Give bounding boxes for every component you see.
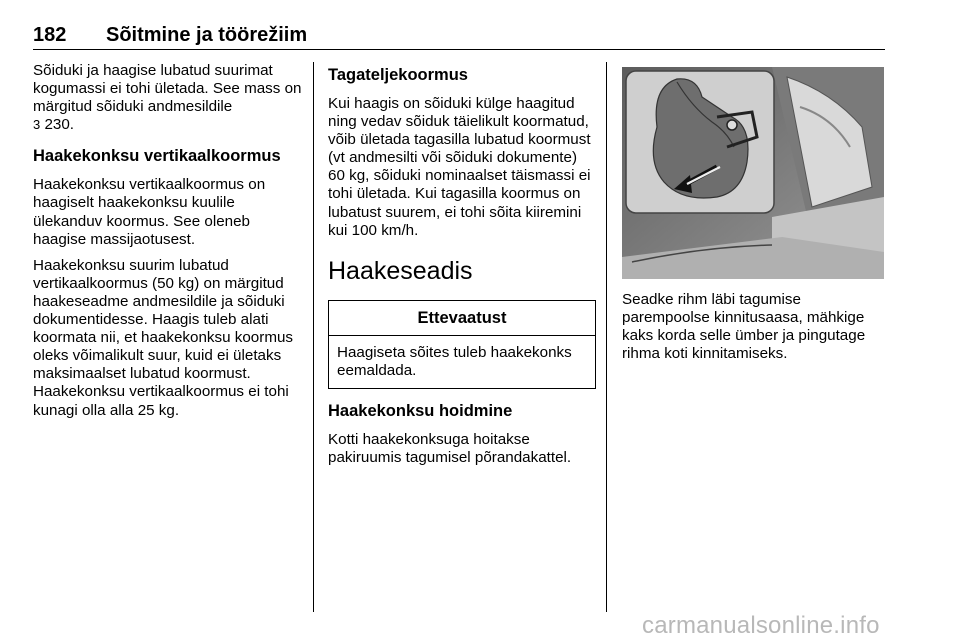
column-divider	[313, 62, 314, 612]
page-reference-icon[interactable]: 3	[33, 117, 41, 133]
column-divider	[606, 62, 607, 612]
column-right	[622, 62, 886, 371]
heading-towing-equipment: Haakeseadis	[328, 256, 473, 285]
heading-tow-hook-storage: Haakekonksu hoidmine	[328, 402, 513, 421]
paragraph-text: Sõiduki ja haagise lubatud suurimat kogumassi ei tohi ületada. See mass on märgitud sõiduki andmesildile	[33, 62, 302, 116]
section-title: Sõitmine ja töörežiim	[106, 24, 308, 46]
heading-vertical-load: Haakekonksu vertikaalkoormus	[33, 147, 281, 166]
header-rule	[33, 49, 885, 50]
paragraph	[33, 62, 305, 134]
tow-hook-bag-strap-illustration-icon	[622, 67, 884, 279]
paragraph: Haakekonksu vertikaalkoormus on haagiselt haakekonksu kuulile ülekanduv koormus. See oleneb haagise massijaotusest.	[33, 176, 266, 248]
caution-text: Haagiseta sõites tuleb haakekonks eemaldada.	[337, 343, 572, 379]
paragraph: Kui haagis on sõiduki külge haagitud ning vedav sõiduk täielikult koormatud, võib ületada tagasilla lubatud koormust (vt andmesilti või sõiduki dokumente) 60 kg, sõiduki nominaalset täismassi ei tohi ületada. Kui tagasilla koormus on lubatust suurem, ei tohi sõita kiiremini kui 100 km/h.	[328, 95, 591, 239]
column-left	[33, 62, 305, 428]
paragraph: Haakekonksu suurim lubatud vertikaalkoormus (50 kg) on märgitud haakeseadme andmesildile ja sõiduki dokumentidesse. Haagis tuleb alati koormata nii, et haakekonksu koormus oleks võimalikult suur, kuid ei ületaks maksimaalset lubatud koormust. Haakekonksu vertikaalkoormus ei tohi kunagi olla alla 25 kg.	[33, 256, 294, 419]
heading-rear-axle-load: Tagateljekoormus	[328, 66, 468, 84]
paragraph: Seadke rihm läbi tagumise parempoolse kinnitusaasa, mähkige kaks korda selle ümber ja pingutage rihma koti kinnitamiseks.	[622, 291, 866, 363]
column-middle	[328, 62, 596, 475]
caution-title: Ettevaatust	[329, 301, 595, 336]
page-header	[33, 24, 885, 48]
watermark: carmanualsonline.info	[642, 612, 880, 639]
caution-box	[328, 300, 596, 389]
page-reference[interactable]: 230.	[40, 116, 75, 134]
paragraph: Kotti haakekonksuga hoitakse pakiruumis tagumisel põrandakattel.	[328, 431, 572, 467]
page-number: 182	[33, 24, 67, 46]
